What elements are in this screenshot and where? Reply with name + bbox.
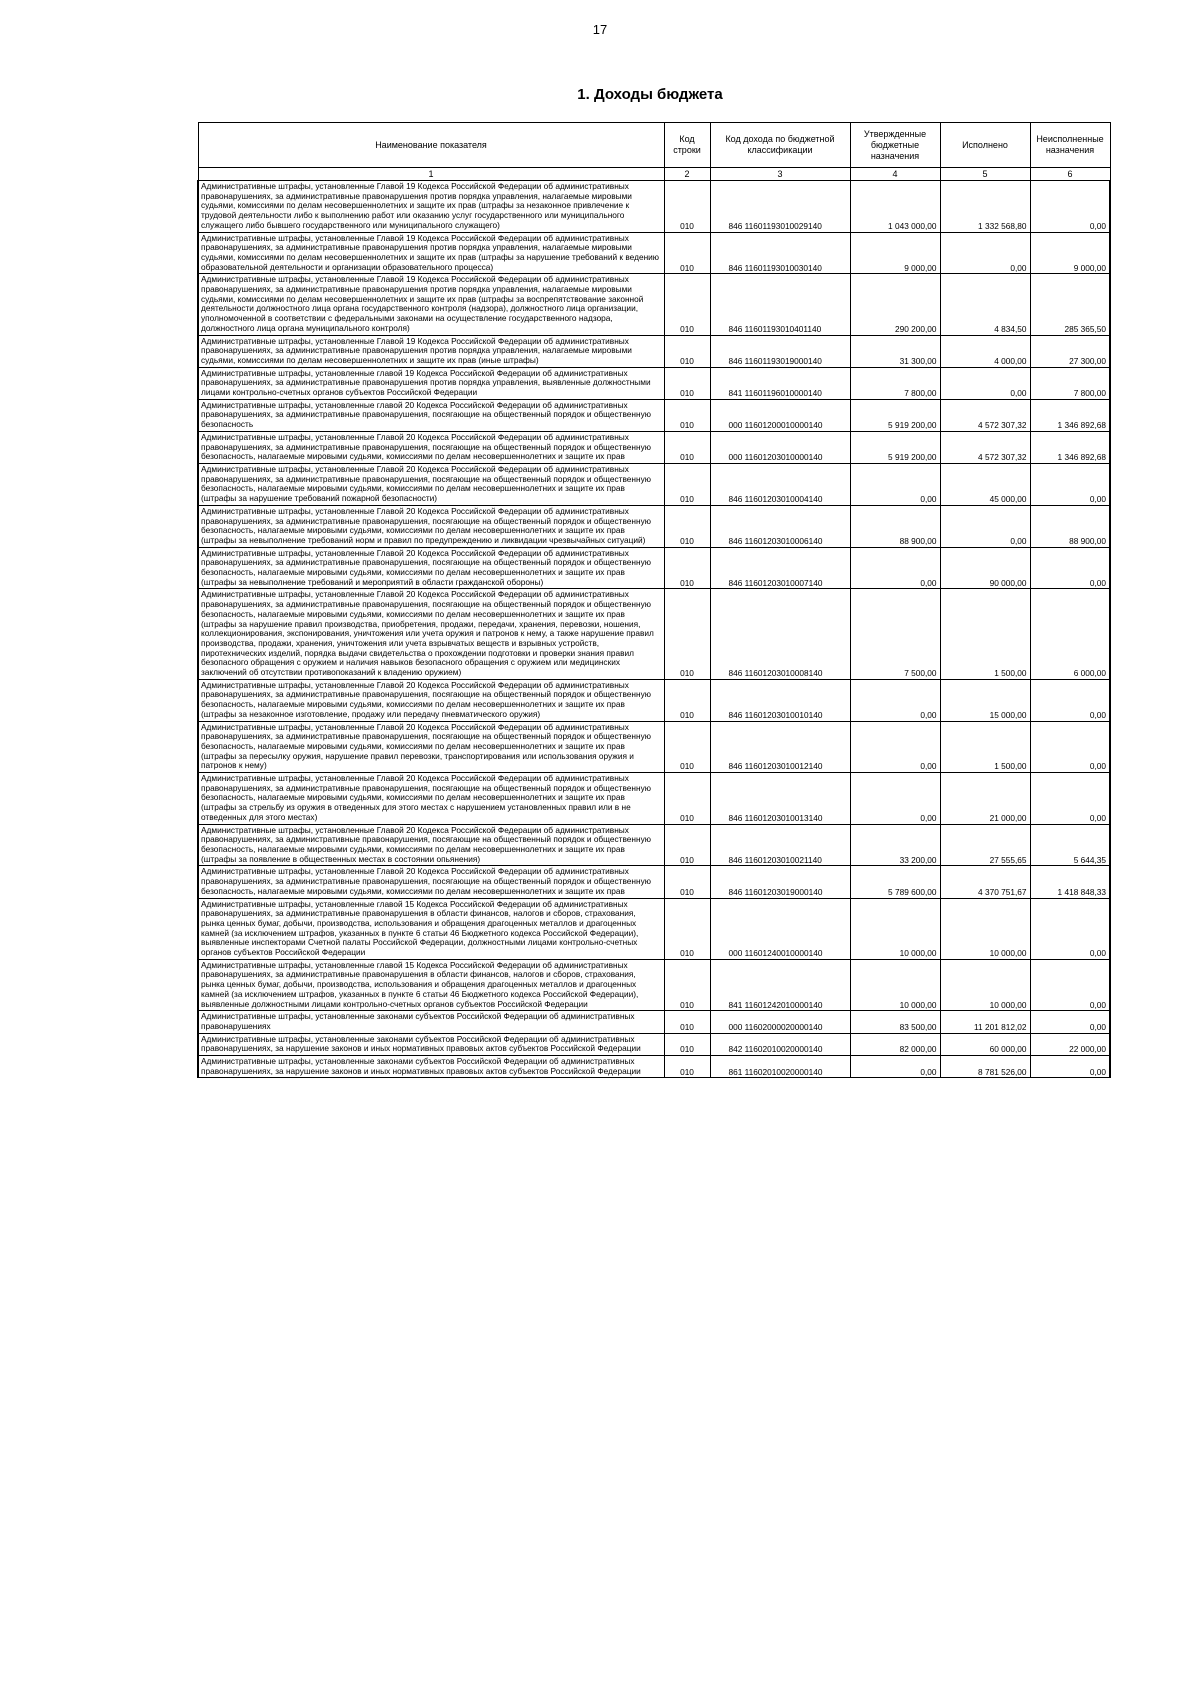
cell-indicator-name: Административные штрафы, установленные Главой 20 Кодекса Российской Федерации об административных правонарушениях, за административные правонарушения, посягающие на общественный порядок и общественную безопасность, налагаемые мировыми судьями, комиссиями по делам несовершеннолетних и защите их прав (штрафы за невыполнение требований норм и правил по предупреждению и ликвидации чрезвычайных ситуаций) (198, 505, 664, 547)
cell-income-code: 846 11601203019000140 (710, 866, 850, 898)
cell-income-code: 846 11601193010401140 (710, 274, 850, 335)
table-row (198, 959, 1110, 1011)
cell-line-code: 010 (664, 679, 710, 721)
table-row (198, 367, 1110, 399)
header-unexecuted: Неисполненные назначения (1030, 123, 1110, 168)
cell-indicator-name: Административные штрафы, установленные Главой 19 Кодекса Российской Федерации об административных правонарушениях, за административные правонарушения против порядка управления, налагаемые мировыми судьями, комиссиями по делам несовершеннолетних и защите их прав (иные штрафы) (198, 335, 664, 367)
cell-approved: 0,00 (850, 773, 940, 825)
cell-line-code: 010 (664, 1056, 710, 1078)
cell-executed: 90 000,00 (940, 547, 1030, 589)
cell-line-code: 010 (664, 181, 710, 233)
cell-approved: 0,00 (850, 721, 940, 773)
cell-indicator-name: Административные штрафы, установленные законами субъектов Российской Федерации об административных правонарушениях, за нарушение законов и иных нормативных правовых актов субъектов Российской Федерации (198, 1033, 664, 1055)
cell-executed: 0,00 (940, 367, 1030, 399)
table-row (198, 335, 1110, 367)
table-row (198, 1056, 1110, 1078)
cell-approved: 33 200,00 (850, 824, 940, 866)
cell-line-code: 010 (664, 274, 710, 335)
cell-unexecuted: 88 900,00 (1030, 505, 1110, 547)
cell-unexecuted: 1 346 892,68 (1030, 431, 1110, 463)
column-number-row (198, 168, 1110, 181)
cell-income-code: 000 11601200010000140 (710, 399, 850, 431)
cell-unexecuted: 7 800,00 (1030, 367, 1110, 399)
cell-indicator-name: Административные штрафы, установленные Главой 19 Кодекса Российской Федерации об административных правонарушениях, за административные правонарушения против порядка управления, налагаемые мировыми судьями, комиссиями по делам несовершеннолетних и защите их прав (штрафы за нарушение требований к ведению образовательной деятельности и организации образовательного процесса) (198, 232, 664, 274)
cell-approved: 290 200,00 (850, 274, 940, 335)
cell-indicator-name: Административные штрафы, установленные главой 15 Кодекса Российской Федерации об административных правонарушениях, за административные правонарушения в области финансов, налогов и сборов, страхования, рынка ценных бумаг, добычи, производства, использования и обращения драгоценных металлов и драгоценных камней (за исключением штрафов, указанных в пункте 6 статьи 46 Бюджетного кодекса Российской Федерации), выявленные инспекторами Счетной палаты Российской Федерации, должностными лицами контрольно-счетных органов субъектов Российской Федерации (198, 898, 664, 959)
cell-income-code: 000 11601203010000140 (710, 431, 850, 463)
column-number: 3 (710, 168, 850, 181)
cell-executed: 4 572 307,32 (940, 399, 1030, 431)
cell-income-code: 846 11601203010012140 (710, 721, 850, 773)
cell-executed: 4 000,00 (940, 335, 1030, 367)
cell-line-code: 010 (664, 898, 710, 959)
cell-executed: 4 572 307,32 (940, 431, 1030, 463)
cell-unexecuted: 0,00 (1030, 679, 1110, 721)
cell-income-code: 846 11601193010030140 (710, 232, 850, 274)
table-row (198, 773, 1110, 825)
cell-executed: 1 500,00 (940, 589, 1030, 679)
table-row (198, 505, 1110, 547)
table-row (198, 898, 1110, 959)
cell-executed: 10 000,00 (940, 898, 1030, 959)
cell-executed: 4 370 751,67 (940, 866, 1030, 898)
cell-income-code: 000 11601240010000140 (710, 898, 850, 959)
cell-indicator-name: Административные штрафы, установленные Главой 19 Кодекса Российской Федерации об административных правонарушениях, за административные правонарушения против порядка управления, налагаемые мировыми судьями, комиссиями по делам несовершеннолетних и защите их прав (штрафы за воспрепятствование законной деятельности должностного лица органа государственного контроля (надзора), должностного лица организации, уполномоченной в соответствии с федеральными законами на осуществление государственного надзора, должностного лица органа муниципального контроля) (198, 274, 664, 335)
cell-income-code: 846 11601203010004140 (710, 463, 850, 505)
cell-income-code: 846 11601203010021140 (710, 824, 850, 866)
table-row (198, 463, 1110, 505)
cell-line-code: 010 (664, 824, 710, 866)
table-row (198, 721, 1110, 773)
page-number: 17 (592, 22, 608, 37)
income-table-container (197, 122, 1109, 1078)
cell-executed: 0,00 (940, 232, 1030, 274)
cell-income-code: 846 11601203010013140 (710, 773, 850, 825)
cell-executed: 21 000,00 (940, 773, 1030, 825)
cell-executed: 15 000,00 (940, 679, 1030, 721)
cell-executed: 0,00 (940, 505, 1030, 547)
cell-income-code: 846 11601203010010140 (710, 679, 850, 721)
table-row (198, 866, 1110, 898)
cell-unexecuted: 0,00 (1030, 1011, 1110, 1033)
cell-executed: 10 000,00 (940, 959, 1030, 1011)
cell-income-code: 861 11602010020000140 (710, 1056, 850, 1078)
cell-approved: 31 300,00 (850, 335, 940, 367)
cell-approved: 10 000,00 (850, 898, 940, 959)
income-table (197, 122, 1111, 1078)
table-row (198, 1033, 1110, 1055)
cell-executed: 11 201 812,02 (940, 1011, 1030, 1033)
cell-income-code: 842 11602010020000140 (710, 1033, 850, 1055)
cell-unexecuted: 5 644,35 (1030, 824, 1110, 866)
header-line-code: Код строки (664, 123, 710, 168)
cell-indicator-name: Административные штрафы, установленные Главой 20 Кодекса Российской Федерации об административных правонарушениях, за административные правонарушения, посягающие на общественный порядок и общественную безопасность, налагаемые мировыми судьями, комиссиями по делам несовершеннолетних и защите их прав (198, 866, 664, 898)
cell-unexecuted: 1 346 892,68 (1030, 399, 1110, 431)
table-row (198, 547, 1110, 589)
table-row (198, 181, 1110, 233)
cell-approved: 88 900,00 (850, 505, 940, 547)
cell-executed: 27 555,65 (940, 824, 1030, 866)
cell-unexecuted: 0,00 (1030, 773, 1110, 825)
cell-line-code: 010 (664, 463, 710, 505)
header-executed: Исполнено (940, 123, 1030, 168)
header-income-code: Код дохода по бюджетной классификации (710, 123, 850, 168)
cell-line-code: 010 (664, 959, 710, 1011)
cell-approved: 1 043 000,00 (850, 181, 940, 233)
cell-line-code: 010 (664, 547, 710, 589)
table-row (198, 274, 1110, 335)
cell-line-code: 010 (664, 505, 710, 547)
cell-indicator-name: Административные штрафы, установленные Главой 20 Кодекса Российской Федерации об административных правонарушениях, за административные правонарушения, посягающие на общественный порядок и общественную безопасность, налагаемые мировыми судьями, комиссиями по делам несовершеннолетних и защите их прав (штрафы за невыполнение требований и мероприятий в области гражданской обороны) (198, 547, 664, 589)
table-row (198, 824, 1110, 866)
cell-approved: 82 000,00 (850, 1033, 940, 1055)
cell-unexecuted: 0,00 (1030, 1056, 1110, 1078)
table-header-row (198, 123, 1110, 168)
cell-indicator-name: Административные штрафы, установленные Главой 20 Кодекса Российской Федерации об административных правонарушениях, за административные правонарушения, посягающие на общественный порядок и общественную безопасность, налагаемые мировыми судьями, комиссиями по делам несовершеннолетних и защите их прав (штрафы за появление в общественных местах в состоянии опьянения) (198, 824, 664, 866)
table-row (198, 589, 1110, 679)
cell-approved: 10 000,00 (850, 959, 940, 1011)
table-row (198, 232, 1110, 274)
cell-income-code: 000 11602000020000140 (710, 1011, 850, 1033)
cell-line-code: 010 (664, 866, 710, 898)
cell-approved: 7 500,00 (850, 589, 940, 679)
cell-unexecuted: 0,00 (1030, 463, 1110, 505)
cell-income-code: 846 11601203010008140 (710, 589, 850, 679)
table-row (198, 679, 1110, 721)
cell-unexecuted: 0,00 (1030, 721, 1110, 773)
cell-unexecuted: 0,00 (1030, 959, 1110, 1011)
cell-approved: 0,00 (850, 463, 940, 505)
cell-approved: 5 919 200,00 (850, 431, 940, 463)
cell-line-code: 010 (664, 367, 710, 399)
cell-line-code: 010 (664, 431, 710, 463)
cell-indicator-name: Административные штрафы, установленные Главой 19 Кодекса Российской Федерации об административных правонарушениях, за административные правонарушения против порядка управления, налагаемые мировыми судьями, комиссиями по делам несовершеннолетних и защите их прав (штрафы за незаконное привлечение к трудовой деятельности либо к выполнению работ или оказанию услуг государственного или муниципального служащего либо бывшего государственного или муниципального служащего) (198, 181, 664, 233)
cell-line-code: 010 (664, 721, 710, 773)
cell-executed: 1 500,00 (940, 721, 1030, 773)
table-row (198, 1011, 1110, 1033)
cell-line-code: 010 (664, 335, 710, 367)
cell-approved: 7 800,00 (850, 367, 940, 399)
cell-approved: 0,00 (850, 1056, 940, 1078)
cell-approved: 9 000,00 (850, 232, 940, 274)
cell-income-code: 846 11601193019000140 (710, 335, 850, 367)
cell-approved: 0,00 (850, 547, 940, 589)
cell-indicator-name: Административные штрафы, установленные Главой 20 Кодекса Российской Федерации об административных правонарушениях, за административные правонарушения, посягающие на общественный порядок и общественную безопасность, налагаемые мировыми судьями, комиссиями по делам несовершеннолетних и защите их прав (штрафы за стрельбу из оружия в отведенных для этого местах с нарушением установленных правил или в не отведенных для этого местах) (198, 773, 664, 825)
cell-unexecuted: 22 000,00 (1030, 1033, 1110, 1055)
cell-approved: 5 919 200,00 (850, 399, 940, 431)
column-number: 6 (1030, 168, 1110, 181)
cell-approved: 83 500,00 (850, 1011, 940, 1033)
header-indicator-name: Наименование показателя (198, 123, 664, 168)
cell-indicator-name: Административные штрафы, установленные главой 15 Кодекса Российской Федерации об административных правонарушениях, за административные правонарушения в области финансов, налогов и сборов, страхования, рынка ценных бумаг, добычи, производства, использования и обращения драгоценных металлов и драгоценных камней (за исключением штрафов, указанных в пункте 6 статьи 46 Бюджетного кодекса Российской Федерации), выявленные должностными лицами контрольно-счетных органов субъектов Российской Федерации (198, 959, 664, 1011)
column-number: 4 (850, 168, 940, 181)
cell-approved: 0,00 (850, 679, 940, 721)
cell-line-code: 010 (664, 232, 710, 274)
column-number: 5 (940, 168, 1030, 181)
header-approved: Утвержденные бюджетные назначения (850, 123, 940, 168)
cell-indicator-name: Административные штрафы, установленные Главой 20 Кодекса Российской Федерации об административных правонарушениях, за административные правонарушения, посягающие на общественный порядок и общественную безопасность, налагаемые мировыми судьями, комиссиями по делам несовершеннолетних и защите их прав (198, 431, 664, 463)
cell-executed: 8 781 526,00 (940, 1056, 1030, 1078)
cell-income-code: 846 11601203010006140 (710, 505, 850, 547)
cell-unexecuted: 1 418 848,33 (1030, 866, 1110, 898)
cell-executed: 1 332 568,80 (940, 181, 1030, 233)
cell-line-code: 010 (664, 399, 710, 431)
cell-indicator-name: Административные штрафы, установленные Главой 20 Кодекса Российской Федерации об административных правонарушениях, за административные правонарушения, посягающие на общественный порядок и общественную безопасность, налагаемые мировыми судьями, комиссиями по делам несовершеннолетних и защите их прав (штрафы за нарушение правил производства, приобретения, продажи, передачи, хранения, перевозки, ношения, коллекционирования, экспонирования, уничтожения или учета оружия и патронов к нему, а также нарушение правил производства, продажи, хранения, уничтожения или учета взрывчатых веществ и взрывных устройств, пиротехнических изделий, порядка выдачи свидетельства о прохождении подготовки и проверки знания правил безопасного обращения с оружием и наличия навыков безопасного обращения с оружием или медицинских заключений об отсутствии противопоказаний к владению оружием) (198, 589, 664, 679)
cell-indicator-name: Административные штрафы, установленные Главой 20 Кодекса Российской Федерации об административных правонарушениях, за административные правонарушения, посягающие на общественный порядок и общественную безопасность, налагаемые мировыми судьями, комиссиями по делам несовершеннолетних и защите их прав (штрафы за незаконное изготовление, продажу или передачу пневматического оружия) (198, 679, 664, 721)
cell-unexecuted: 0,00 (1030, 547, 1110, 589)
cell-line-code: 010 (664, 1033, 710, 1055)
cell-unexecuted: 6 000,00 (1030, 589, 1110, 679)
cell-income-code: 846 11601193010029140 (710, 181, 850, 233)
column-number: 1 (198, 168, 664, 181)
cell-indicator-name: Административные штрафы, установленные главой 20 Кодекса Российской Федерации об административных правонарушениях, за административные правонарушения, посягающие на общественный порядок и общественную безопасность (198, 399, 664, 431)
cell-executed: 4 834,50 (940, 274, 1030, 335)
table-row (198, 431, 1110, 463)
cell-unexecuted: 0,00 (1030, 898, 1110, 959)
cell-income-code: 841 11601196010000140 (710, 367, 850, 399)
cell-unexecuted: 285 365,50 (1030, 274, 1110, 335)
cell-indicator-name: Административные штрафы, установленные Главой 20 Кодекса Российской Федерации об административных правонарушениях, за административные правонарушения, посягающие на общественный порядок и общественную безопасность, налагаемые мировыми судьями, комиссиями по делам несовершеннолетних и защите их прав (штрафы за нарушение требований пожарной безопасности) (198, 463, 664, 505)
section-title: 1. Доходы бюджета (577, 86, 723, 103)
cell-unexecuted: 0,00 (1030, 181, 1110, 233)
cell-indicator-name: Административные штрафы, установленные законами субъектов Российской Федерации об административных правонарушениях (198, 1011, 664, 1033)
cell-indicator-name: Административные штрафы, установленные законами субъектов Российской Федерации об административных правонарушениях, за нарушение законов и иных нормативных правовых актов субъектов Российской Федерации (198, 1056, 664, 1078)
cell-line-code: 010 (664, 589, 710, 679)
cell-line-code: 010 (664, 773, 710, 825)
table-body (198, 181, 1110, 1078)
table-row (198, 399, 1110, 431)
cell-line-code: 010 (664, 1011, 710, 1033)
cell-executed: 45 000,00 (940, 463, 1030, 505)
cell-indicator-name: Административные штрафы, установленные главой 19 Кодекса Российской Федерации об административных правонарушениях, за административные правонарушения против порядка управления, выявленные должностными лицами контрольно-счетных органов субъектов Российской Федерации (198, 367, 664, 399)
cell-indicator-name: Административные штрафы, установленные Главой 20 Кодекса Российской Федерации об административных правонарушениях, за административные правонарушения, посягающие на общественный порядок и общественную безопасность, налагаемые мировыми судьями, комиссиями по делам несовершеннолетних и защите их прав (штрафы за пересылку оружия, нарушение правил перевозки, транспортирования или использования оружия и патронов к нему) (198, 721, 664, 773)
cell-income-code: 846 11601203010007140 (710, 547, 850, 589)
cell-income-code: 841 11601242010000140 (710, 959, 850, 1011)
cell-unexecuted: 9 000,00 (1030, 232, 1110, 274)
cell-executed: 60 000,00 (940, 1033, 1030, 1055)
column-number: 2 (664, 168, 710, 181)
cell-approved: 5 789 600,00 (850, 866, 940, 898)
cell-unexecuted: 27 300,00 (1030, 335, 1110, 367)
